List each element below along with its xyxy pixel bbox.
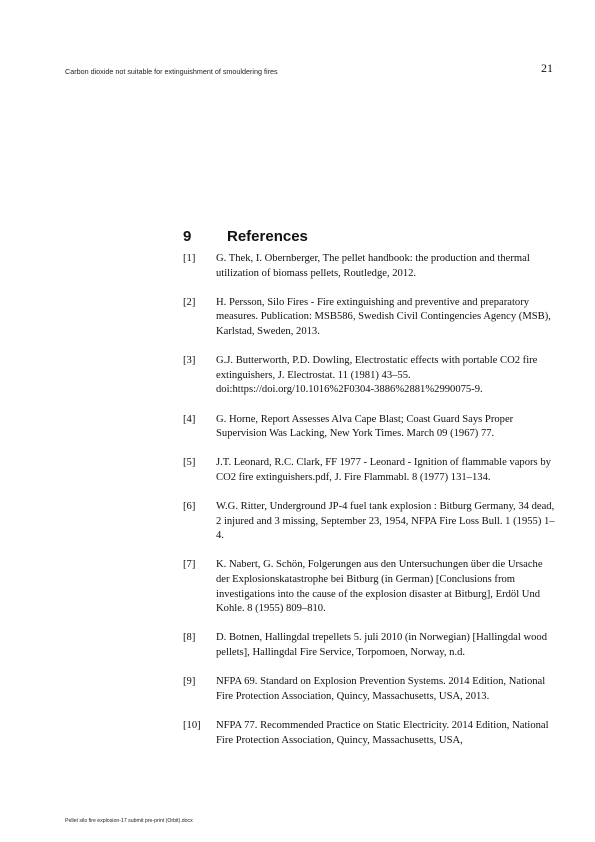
- reference-text: G. Horne, Report Assesses Alva Cape Blast; Coast Guard Says Proper Supervision Was Lacking, New York Times. March 09 (1967) 77.: [216, 413, 514, 440]
- reference-number: [10]: [183, 720, 201, 731]
- reference-item: [183, 675, 555, 704]
- reference-item: [183, 500, 555, 544]
- reference-number: [8]: [183, 632, 196, 644]
- reference-number: [2]: [183, 296, 196, 308]
- reference-number: [4]: [183, 413, 196, 425]
- reference-text: J.T. Leonard, R.C. Clark, FF 1977 - Leonard - Ignition of flammable vapors by CO2 fire extinguishers.pdf, J. Fire Flammabl. 8 (1977) 131–134.: [216, 457, 551, 483]
- reference-item: [183, 354, 555, 398]
- reference-text: G.J. Butterworth, P.D. Dowling, Electrostatic effects with portable CO2 fire extinguishers, J. Electrostat. 11 (1981) 43–55. doi:https://doi.org/10.1016%2F0304-3886%2881%2990075-9.: [216, 355, 538, 396]
- reference-item: [183, 558, 555, 616]
- reference-item: [183, 252, 555, 281]
- reference-number: [5]: [183, 457, 196, 469]
- footer-filename: Pellet silo fire explosion-17 submit pre-print (Orbit).docx: [65, 818, 193, 824]
- reference-text: K. Nabert, G. Schön, Folgerungen aus den Untersuchungen über die Ursache der Explosionskatastrophe bei Bitburg (in German) [Conclusions from investigations into the cause of the explosion disaster at Bitburg], Erdöl Und Kohle. 8 (1955) 809–810.: [216, 559, 543, 615]
- reference-number: [3]: [183, 355, 196, 367]
- section-title: References: [227, 228, 308, 245]
- reference-item: [183, 719, 555, 748]
- reference-number: [7]: [183, 559, 196, 571]
- section-heading: [183, 228, 308, 245]
- reference-list: [183, 252, 555, 763]
- page-number: 21: [541, 61, 553, 75]
- reference-text: D. Botnen, Hallingdal trepellets 5. juli 2010 (in Norwegian) [Hallingdal wood pellets], Hallingdal Fire Service, Torpomoen, Norway, n.d.: [216, 632, 547, 659]
- reference-number: [1]: [183, 253, 196, 264]
- reference-item: [183, 296, 555, 340]
- reference-number: [9]: [183, 676, 196, 688]
- reference-number: [6]: [183, 501, 196, 513]
- reference-text: NFPA 69. Standard on Explosion Prevention Systems. 2014 Edition, National Fire Protection Association, Quincy, Massachusetts, USA, 2013.: [216, 676, 546, 702]
- reference-item: [183, 413, 555, 442]
- reference-item: [183, 456, 555, 485]
- reference-text: G. Thek, I. Obernberger, The pellet handbook: the production and thermal utilization of biomass pellets, Routledge, 2012.: [216, 253, 530, 279]
- reference-text: H. Persson, Silo Fires - Fire extinguishing and preventive and preparatory measures. Publication: MSB586, Swedish Civil Contingencies Agency (MSB), Karlstad, Sweden, 2013.: [216, 296, 551, 337]
- reference-text: W.G. Ritter, Underground JP-4 fuel tank explosion : Bitburg Germany, 34 dead, 2 injured and 3 missing, September 23, 1954, NFPA Fire Loss Bull. 1 (1955) 1–4.: [216, 501, 555, 542]
- running-header: Carbon dioxide not suitable for extinguishment of smouldering fires: [65, 67, 278, 76]
- section-number: 9: [183, 228, 192, 245]
- reference-item: [183, 631, 555, 660]
- reference-text: NFPA 77. Recommended Practice on Static Electricity. 2014 Edition, National Fire Protection Association, Quincy, Massachusetts, USA,: [216, 720, 549, 746]
